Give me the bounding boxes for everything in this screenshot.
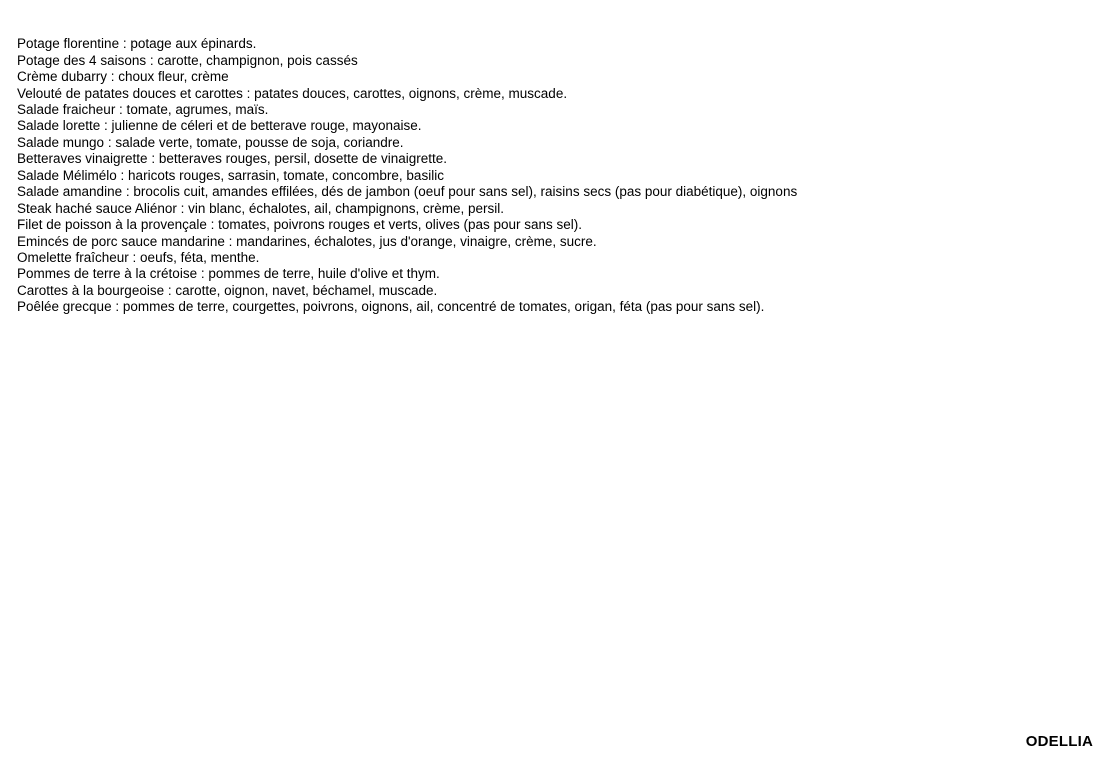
menu-line: Emincés de porc sauce mandarine : mandarines, échalotes, jus d'orange, vinaigre, crème, sucre.	[17, 233, 597, 249]
menu-line: Crème dubarry : choux fleur, crème	[17, 69, 229, 85]
footer-brand: ODELLIA	[1025, 733, 1093, 750]
menu-line: Salade lorette : julienne de céleri et de betterave rouge, mayonaise.	[17, 118, 422, 134]
menu-line: Steak haché sauce Aliénor : vin blanc, échalotes, ail, champignons, crème, persil.	[17, 200, 505, 216]
menu-line: Potage des 4 saisons : carotte, champignon, pois cassés	[17, 52, 358, 68]
menu-line: Filet de poisson à la provençale : tomates, poivrons rouges et verts, olives (pas pour sans sel).	[17, 217, 583, 233]
menu-line: Betteraves vinaigrette : betteraves rouges, persil, dosette de vinaigrette.	[17, 151, 447, 167]
menu-line: Velouté de patates douces et carottes : patates douces, carottes, oignons, crème, muscade.	[17, 85, 568, 101]
menu-line: Salade fraicheur : tomate, agrumes, maïs.	[17, 102, 269, 118]
menu-line: Pommes de terre à la crétoise : pommes de terre, huile d'olive et thym.	[17, 266, 440, 282]
menu-line: Omelette fraîcheur : oeufs, féta, menthe.	[17, 249, 260, 265]
menu-line: Salade Mélimélo : haricots rouges, sarrasin, tomate, concombre, basilic	[17, 167, 444, 183]
menu-line: Potage florentine : potage aux épinards.	[17, 36, 257, 52]
menu-line: Salade mungo : salade verte, tomate, pousse de soja, coriandre.	[17, 134, 404, 150]
menu-line: Salade amandine : brocolis cuit, amandes effilées, dés de jambon (oeuf pour sans sel), raisins secs (pas pour diabétique), oignons	[17, 184, 798, 200]
menu-list	[17, 36, 1101, 315]
menu-line: Carottes à la bourgeoise : carotte, oignon, navet, béchamel, muscade.	[17, 282, 438, 298]
menu-line: Poêlée grecque : pommes de terre, courgettes, poivrons, oignons, ail, concentré de tomates, origan, féta (pas pour sans sel).	[17, 299, 765, 315]
